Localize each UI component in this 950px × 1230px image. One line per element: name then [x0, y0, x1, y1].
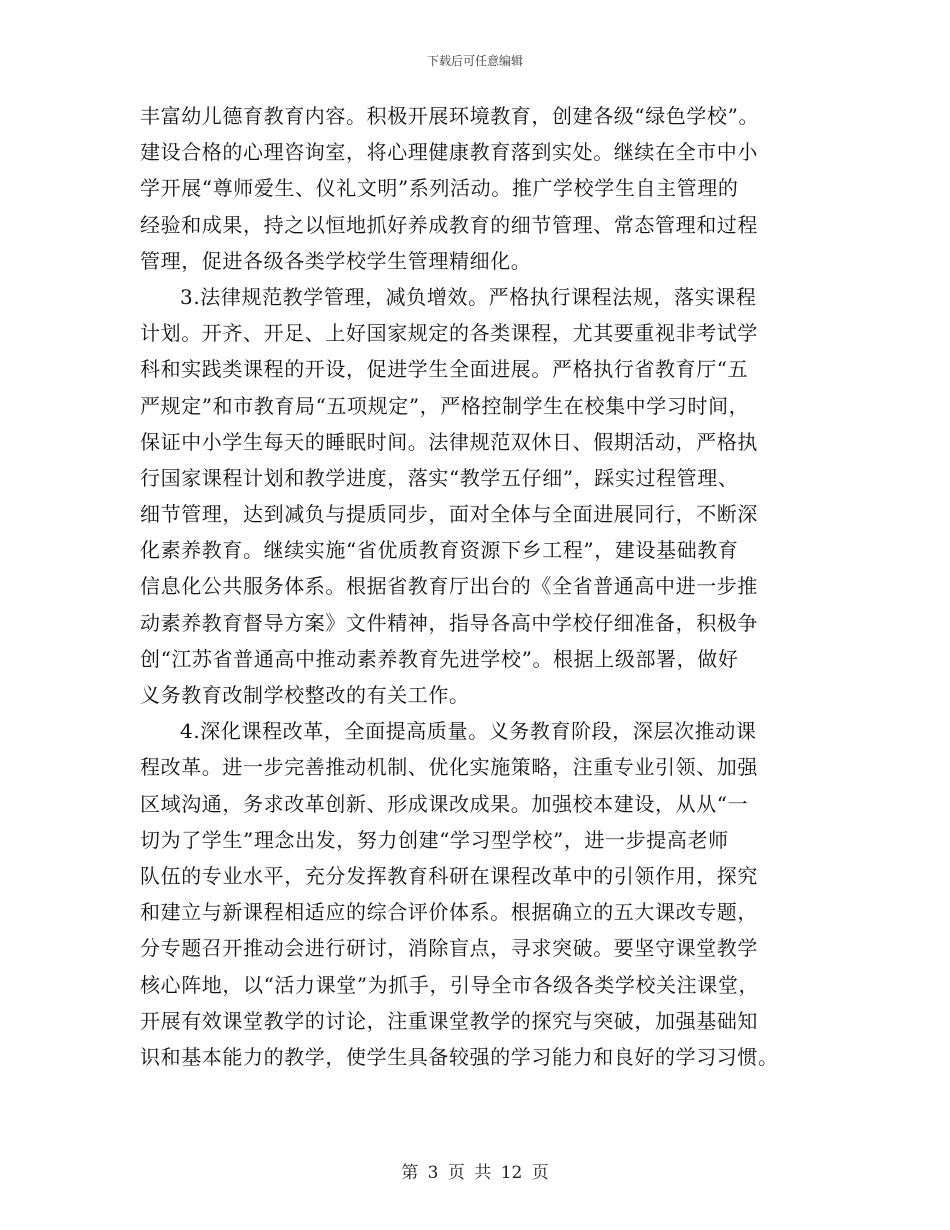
text-line: 科和实践类课程的开设，促进学生全面进展。严格执行省教育厅“五 [140, 357, 749, 382]
text-line: 建设合格的心理咨询室，将心理健康教育落到实处。继续在全市中小 [140, 140, 758, 165]
text-line: 经验和成果，持之以恒地抓好养成教育的细节管理、常态管理和过程 [140, 212, 758, 237]
text-line: 保证中小学生每天的睡眠时间。法律规范双休日、假期活动，严格执 [140, 429, 758, 454]
text-line: 行国家课程计划和教学进度，落实“教学五仔细”，踩实过程管理、 [140, 465, 739, 490]
page-header-note: 下载后可任意编辑 [426, 54, 523, 68]
text-line: 丰富幼儿德育教育内容。积极开展环境教育，创建各级“绿色学校”。 [140, 104, 760, 128]
document-body [140, 98, 812, 1075]
text-line: 学开展“尊师爱生、仪礼文明”系列活动。推广学校学生自主管理的 [140, 176, 739, 201]
text-line: 和建立与新课程相适应的综合评价体系。根据确立的五大课改专题， [140, 900, 758, 925]
text-line: 识和基本能力的教学，使学生具备较强的学习能力和良好的学习习惯。 [140, 1044, 779, 1069]
paragraph-start-line: 4.深化课程改革，全面提高质量。义务教育阶段，深层次推动课 [180, 719, 757, 744]
text-line: 程改革。进一步完善推动机制、优化实施策略，注重专业引领、加强 [140, 755, 758, 780]
text-line: 细节管理，达到减负与提质同步，面对全体与全面进展同行，不断深 [140, 502, 758, 527]
text-line: 严规定”和市教育局“五项规定”，严格控制学生在校集中学习时间， [140, 393, 750, 418]
text-line: 动素养教育督导方案》文件精神，指导各高中学校仔细准备，积极争 [140, 610, 758, 635]
text-line: 义务教育改制学校整改的有关工作。 [140, 683, 470, 707]
text-line: 管理，促进各级各类学校学生管理精细化。 [140, 248, 532, 273]
text-line: 队伍的专业水平，充分发挥教育科研在课程改革中的引领作用，探究 [140, 863, 758, 888]
text-line: 计划。开齐、开足、上好国家规定的各类课程，尤其要重视非考试学 [140, 321, 758, 346]
text-line: 区域沟通，务求改革创新、形成课改成果。加强校本建设，从从“一 [140, 791, 749, 816]
text-line: 切为了学生”理念出发，努力创建“学习型学校”，进一步提高老师 [140, 827, 729, 852]
page-number-footer: 第 3 页 共 12 页 [401, 1163, 549, 1183]
paragraph-start-line: 3.法律规范教学管理，减负增效。严格执行课程法规，落实课程 [180, 284, 757, 309]
text-line: 开展有效课堂教学的讨论，注重课堂教学的探究与突破，加强基础知 [140, 1008, 758, 1033]
text-line: 创“江苏省普通高中推动素养教育先进学校”。根据上级部署，做好 [140, 646, 739, 671]
text-line: 化素养教育。继续实施“省优质教育资源下乡工程”，建设基础教育 [140, 538, 739, 563]
text-line: 信息化公共服务体系。根据省教育厅出台的《全省普通高中进一步推 [140, 574, 758, 599]
text-line: 核心阵地，以“活力课堂”为抓手，引导全市各级各类学校关注课堂， [140, 972, 760, 997]
text-line: 分专题召开推动会进行研讨，消除盲点，寻求突破。要坚守课堂教学 [140, 936, 758, 961]
